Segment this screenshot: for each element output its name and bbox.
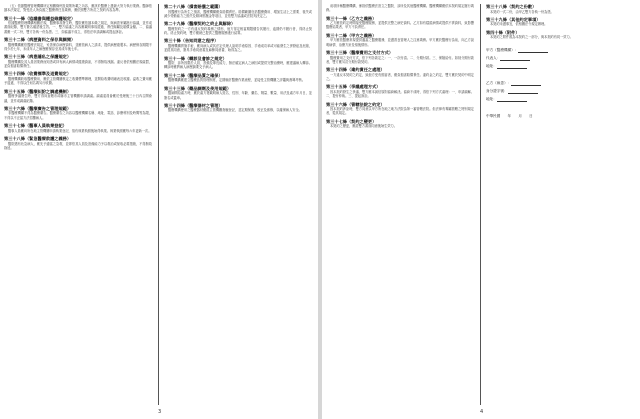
article bbox=[326, 16, 474, 30]
article bbox=[4, 37, 152, 51]
article-heading: 第三十六條（醫療廣告之管理規範） bbox=[4, 105, 72, 111]
article-heading: 第四十條（附件） bbox=[486, 29, 520, 35]
article-heading: 第三十八條（緊急醫療救護之義務） bbox=[4, 135, 72, 141]
rep-a-blank[interactable] bbox=[500, 57, 530, 61]
article-body: 依據醫療管理機構相關法規，醫療事故發生時，醫院應依據本條之規定，與病患家屬進行協議，並作成書面紀錄，雙方簽名確認後生效。一、雙方協議之內容應載明事故經過、責任歸屬及賠償金額。二、協議書應一式二份，雙方各執一份為憑。三、如協議不成立，得依法申請調解或提起訴訟。 bbox=[4, 21, 152, 34]
address-a-line bbox=[486, 64, 634, 69]
article bbox=[164, 4, 312, 18]
article-body: 醫師開給處方時，應於處方箋載明病人姓名、性別、年齡、藥名、劑量、數量、用法及處方年月日，並簽名或蓋章。 bbox=[164, 91, 312, 100]
article-body: 醫療機構及其人員因業務而知悉或持有病人病情或健康資訊，不得無故洩漏。違反者依相關法規處罰，並負損害賠償責任。 bbox=[4, 59, 152, 69]
article bbox=[4, 89, 152, 103]
article-heading: 第三十條（告知同意之程序） bbox=[164, 38, 219, 44]
article-body: 前項所稱醫療機構，係指依醫療法設立之醫院、診所及其他醫療機構。醫療機構應依本契約規定履行義務。 bbox=[326, 4, 474, 13]
article bbox=[486, 17, 634, 27]
article-body: 醫療機構使用之醫療器材應經主管機關查驗登記，並定期保養、校正及維修，以確保病人安全。 bbox=[168, 108, 302, 113]
address-b-blank[interactable] bbox=[497, 98, 527, 102]
page-3-column-2 bbox=[164, 4, 312, 405]
article-body: 一方違反本契約之約定，致他方受有損害者，應負損害賠償責任。違約金之約定，雙方應於契約中明定之。 bbox=[326, 72, 474, 82]
address-a-blank[interactable] bbox=[497, 65, 527, 69]
page-3 bbox=[0, 0, 318, 419]
party-a-blank[interactable] bbox=[518, 49, 548, 53]
article-body: 醫療費用之支付方式，依下列各款定之：一、一次付清。二、分期付款。三、保險給付。如採分期付款者，雙方應另訂分期付款契約。 bbox=[326, 55, 474, 64]
article bbox=[164, 103, 312, 113]
article-body: 本契約一式二份，由甲乙雙方各執一份為憑。 bbox=[490, 9, 554, 14]
id-b-label: 身分證字號： bbox=[486, 88, 508, 93]
article bbox=[4, 123, 152, 133]
article-body: 本契約未盡事宜，依相關法令規定辦理。 bbox=[490, 22, 548, 27]
id-b-blank[interactable] bbox=[508, 90, 538, 94]
article-heading: 第三十一條（乙方之義務） bbox=[326, 15, 377, 21]
article bbox=[326, 84, 474, 98]
article bbox=[4, 16, 152, 34]
article-heading: 第三十四條（醫療器材之管理） bbox=[164, 102, 223, 108]
article-heading: 第三十二條（醫療品質之確保） bbox=[164, 72, 223, 78]
article-body: 乙方應依約定時間接受醫療服務，並提供完整之病史資料。乙方如有隱匿病情或提供不實資料，致影響醫療結果者，甲方不負責任。 bbox=[326, 21, 474, 30]
rep-a-label: 代表人： bbox=[486, 55, 501, 60]
article-heading: 第三十一條（協議書與權益維護規定） bbox=[4, 15, 76, 21]
article bbox=[164, 73, 312, 83]
page-4-column-1 bbox=[326, 4, 474, 405]
article-body: 本契約之變更，應經雙方書面同意後始生效力。 bbox=[330, 124, 397, 129]
signature-block bbox=[486, 48, 634, 119]
page-3-column-1 bbox=[4, 4, 152, 405]
article-body: （五）依據醫療管理機構所定相關條例及規則所載之內容，應該於醫療上盡最大努力執行業務。醫師依據本法規定，對受託人所負擔之醫療責任及義務，應依照雙方所訂之契約內容為準。 bbox=[4, 4, 152, 13]
article-heading: 第三十四條（收費標準及退費規定） bbox=[4, 71, 72, 77]
article-body: 醫院、診所因限於人員、設備及專長能力，無法確定病人之病因或提供完整治療時，應建議病人轉診。轉診時應將病人病歷摘要交予病人。 bbox=[164, 61, 312, 70]
article bbox=[4, 136, 152, 150]
article bbox=[164, 86, 312, 100]
article-body: 因本契約發生之爭議，雙方應本誠信原則協商解決。協商不成時，得依下列方式處理：一、申請調解。二、提付仲裁。三、提起訴訟。 bbox=[326, 89, 474, 99]
article bbox=[326, 102, 474, 116]
page-number: 4 bbox=[480, 409, 484, 415]
article-body: 醫事人員應向所在地主管機關申請執業登記，領有執業執照後始得執業。執業執照應每六年更新一次。 bbox=[8, 128, 152, 133]
article-heading: 第二十八條（損害賠償之範圍） bbox=[164, 4, 223, 9]
article-body: 醫療爭議發生時，雙方得向直轄市或縣市主管機關申請調處。調處委員會應於受理後三十日內召開會議，並作成調處紀錄。 bbox=[4, 94, 152, 103]
party-b-blank[interactable] bbox=[511, 82, 541, 86]
article-body: 醫院遇有危急病人，應先予適當之急救，並即依其人員及設備能力予以救治或採取必要措施，不得無故拖延。 bbox=[4, 141, 152, 150]
article-body: 本契約之附件視為本契約之一部分，與本契約有同一效力。 bbox=[490, 35, 573, 40]
article-heading: 第三十五條（醫療糾紛之調處機制） bbox=[4, 88, 72, 94]
article bbox=[164, 38, 312, 52]
article bbox=[326, 4, 474, 13]
article bbox=[486, 30, 634, 40]
article-body: 醫療機構收取醫療費用，應依主管機關核定之收費標準辦理，並開給收費明細表及收據。溢收之費用應予退還，不得以任何名義另行收費。 bbox=[4, 77, 152, 86]
article bbox=[486, 4, 634, 14]
address-a-label: 地址： bbox=[486, 63, 497, 68]
article bbox=[326, 33, 474, 47]
article-body: 非醫療機構不得為醫療廣告。醫療廣告之內容以醫療機構名稱、地址、電話、診療科別及時間等為限，不得以不正當方法招攬病人。 bbox=[4, 111, 152, 120]
article-body: 因本契約涉訟時，雙方同意以甲方所在地之地方法院為第一審管轄法院。但法律有專屬管轄之特別規定者，從其規定。 bbox=[326, 107, 474, 116]
article bbox=[4, 106, 152, 120]
article bbox=[4, 71, 152, 85]
party-b-label: 乙方（病患）： bbox=[486, 80, 512, 85]
article-heading: 第三十七條（契約之變更） bbox=[326, 118, 377, 124]
rep-a-line bbox=[486, 56, 634, 61]
party-a-line bbox=[486, 48, 634, 53]
article-heading: 第三十三條（醫療費用之支付方式） bbox=[326, 49, 394, 55]
party-b-line bbox=[486, 81, 634, 86]
article bbox=[4, 4, 152, 13]
article-body: 甲方應依醫療常規提供適當之醫療服務，並盡善良管理人之注意義務。甲方應於醫療行為前，向乙方說明病情、治療方針及預後情形。 bbox=[326, 38, 474, 47]
article bbox=[326, 50, 474, 64]
article bbox=[164, 56, 312, 70]
page-4 bbox=[322, 0, 640, 419]
article-body: 醫療機構應建立醫療品質管理制度，定期檢討醫療作業流程，並接受主管機關之評鑑與督導考核。 bbox=[168, 78, 306, 83]
article-heading: 第二十九條（醫療契約之終止與解除） bbox=[164, 21, 236, 27]
page-number: 3 bbox=[158, 409, 162, 415]
article-heading: 第三十七條（醫事人員執業登記） bbox=[4, 123, 67, 129]
article-heading: 第三十二條（甲方之義務） bbox=[326, 32, 377, 38]
party-a-label: 甲方（醫療機構）： bbox=[486, 47, 519, 52]
signing-date: 中華民國 年 月 日 bbox=[486, 113, 533, 118]
address-b-label: 地址： bbox=[486, 96, 497, 101]
article-heading: 第三十六條（管轄法院之約定） bbox=[326, 101, 385, 107]
page-4-column-2 bbox=[486, 4, 634, 405]
article-heading: 第三十八條（契約之份數） bbox=[486, 4, 537, 9]
column-divider bbox=[480, 4, 481, 405]
article-body: 醫療機構實施手術，應向病人或其法定代理人說明手術原因、手術成功率或可能發生之併發症及危險，並經其同意，簽具手術同意書及麻醉同意書，始得為之。 bbox=[164, 43, 312, 53]
article-heading: 第三十四條（違約責任之處理） bbox=[326, 67, 385, 73]
article-heading: 第三十三條（藥品調劑及使用規範） bbox=[164, 85, 232, 91]
article-heading: 第三十五條（爭議處理方式） bbox=[326, 84, 381, 90]
article bbox=[326, 67, 474, 81]
article-body: 醫療機構應依醫療法規定，妥善保存病歷資料，並應依病人之請求，提供病歷複製本。病歷保存期限不得少於七年，未成年人之病歷應保存至其成年後七年。 bbox=[4, 42, 152, 51]
article-heading: 第三十一條（轉診及會診之規定） bbox=[164, 55, 227, 61]
article bbox=[164, 21, 312, 35]
article-heading: 第三十九條（其他約定事項） bbox=[486, 16, 541, 22]
article-body: 醫療契約之一方有違反契約義務之情形，他方得定相當期限催告其履行，逾期仍不履行者，得終止契約。終止契約時，雙方應就已提供之醫療服務進行結算。 bbox=[164, 26, 312, 36]
address-b-line bbox=[486, 97, 634, 102]
article-heading: 第三十三條（病患隱私之保護規定） bbox=[4, 54, 72, 60]
article-body: 因醫療行為所生之損害，醫療機構應負賠償責任。賠償範圍包括醫療費用、增加生活上之需要、喪失或減少勞動能力之損失及精神慰撫金等項目，並依雙方協議或法院判決定之。 bbox=[164, 9, 312, 18]
article-heading: 第三十二條（病歷資料之保存與調閱） bbox=[4, 37, 76, 43]
id-b-line bbox=[486, 89, 634, 94]
article bbox=[4, 54, 152, 68]
column-divider bbox=[158, 4, 159, 405]
article bbox=[326, 119, 474, 129]
